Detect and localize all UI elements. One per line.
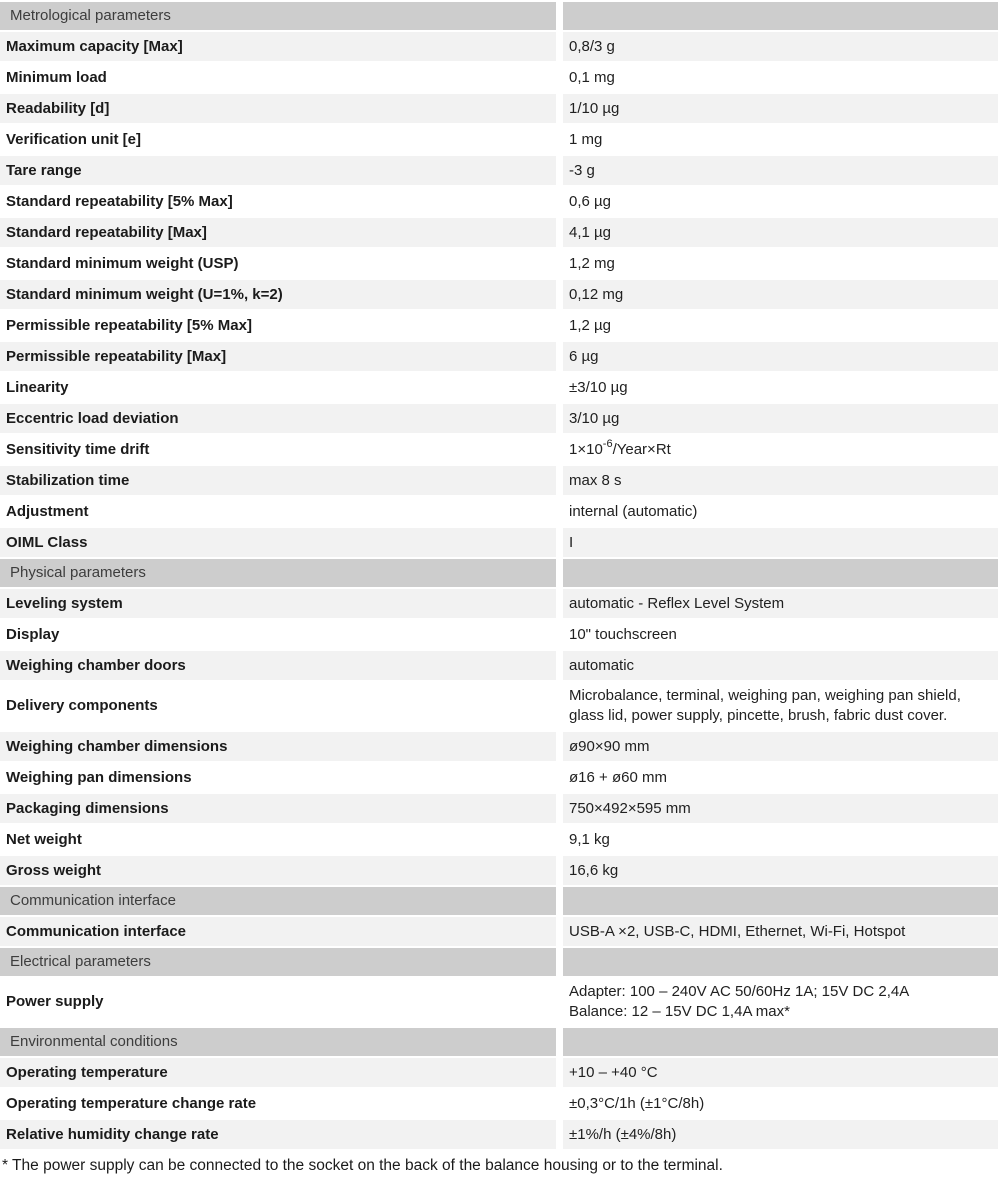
section-title: Environmental conditions: [0, 1028, 556, 1056]
row-value-text: 1,2 µg: [569, 316, 612, 334]
table-row: [0, 94, 998, 123]
section-header: [0, 559, 998, 587]
row-value-text: 3/10 µg: [569, 409, 620, 427]
section-header: [0, 2, 998, 30]
row-label: Net weight: [0, 825, 556, 854]
row-value-text: 0,1 mg: [569, 68, 615, 86]
table-row: [0, 1089, 998, 1118]
row-value: [563, 466, 998, 495]
row-label: Standard minimum weight (U=1%, k=2): [0, 280, 556, 309]
row-value: [563, 32, 998, 61]
row-label: Verification unit [e]: [0, 125, 556, 154]
row-value: [563, 63, 998, 92]
row-value: [563, 373, 998, 402]
row-value: [563, 280, 998, 309]
table-row: [0, 125, 998, 154]
row-label: Adjustment: [0, 497, 556, 526]
row-value: [563, 1058, 998, 1087]
row-value: [563, 497, 998, 526]
section-header-spacer: [563, 948, 998, 976]
row-label: Permissible repeatability [Max]: [0, 342, 556, 371]
row-value: [563, 651, 998, 680]
row-label: Eccentric load deviation: [0, 404, 556, 433]
row-value-text: 1 mg: [569, 130, 603, 148]
row-value-text: 0,12 mg: [569, 285, 624, 303]
table-row: [0, 373, 998, 402]
row-label: Tare range: [0, 156, 556, 185]
row-value: [563, 311, 998, 340]
row-value-text: $1\times 10^{-6}/Year\times Rt$: [569, 437, 671, 458]
table-row: [0, 1120, 998, 1149]
row-label: Communication interface: [0, 917, 556, 946]
table-row: [0, 856, 998, 885]
row-label: Standard minimum weight (USP): [0, 249, 556, 278]
table-row: [0, 342, 998, 371]
row-value-text: +10 – +40 °C: [569, 1063, 658, 1081]
section-header: [0, 1028, 998, 1056]
row-value-text: 0,8/3 g: [569, 37, 615, 55]
row-value-text: I: [569, 533, 574, 551]
table-row: [0, 218, 998, 247]
row-value: [563, 794, 998, 823]
table-row: [0, 763, 998, 792]
row-value-text: automatic: [569, 656, 635, 674]
row-label: Operating temperature change rate: [0, 1089, 556, 1118]
row-value-text: 6 µg: [569, 347, 599, 365]
row-value-text: ±1%/h (±4%/8h): [569, 1125, 677, 1143]
row-value: [563, 435, 998, 464]
row-value-text: internal (automatic): [569, 502, 698, 520]
row-value: [563, 825, 998, 854]
footnote: * The power supply can be connected to the socket on the back of the balance housing or to the terminal.: [2, 1157, 723, 1174]
table-row: [0, 732, 998, 761]
row-label: Power supply: [0, 978, 556, 1026]
row-value-text: ±0,3°C/1h (±1°C/8h): [569, 1094, 705, 1112]
table-row: [0, 280, 998, 309]
table-row: [0, 589, 998, 618]
row-label: Readability [d]: [0, 94, 556, 123]
section-title: Metrological parameters: [0, 2, 556, 30]
row-value: [563, 978, 998, 1026]
row-label: Linearity: [0, 373, 556, 402]
section-header-spacer: [563, 559, 998, 587]
row-value-text: ø90×90 mm: [569, 737, 650, 755]
table-row: [0, 187, 998, 216]
row-value: [563, 342, 998, 371]
row-value-text: max 8 s: [569, 471, 622, 489]
table-row: [0, 978, 998, 1026]
section-header: [0, 887, 998, 915]
row-value: [563, 249, 998, 278]
table-row: [0, 620, 998, 649]
row-value-text: automatic - Reflex Level System: [569, 594, 785, 612]
row-label: Standard repeatability [Max]: [0, 218, 556, 247]
row-value: [563, 528, 998, 557]
row-label: Weighing chamber doors: [0, 651, 556, 680]
row-value-text: 16,6 kg: [569, 861, 619, 879]
section-header-spacer: [563, 2, 998, 30]
row-value-text: Microbalance, terminal, weighing pan, weighing pan shield, glass lid, power supply, pincette, brush, fabric dust cover.: [569, 687, 961, 724]
table-row: [0, 1058, 998, 1087]
table-row: [0, 651, 998, 680]
row-value: [563, 1089, 998, 1118]
table-row: [0, 825, 998, 854]
row-label: Standard repeatability [5% Max]: [0, 187, 556, 216]
row-value-text: -3 g: [569, 161, 595, 179]
row-label: OIML Class: [0, 528, 556, 557]
table-row: [0, 249, 998, 278]
row-value: [563, 187, 998, 216]
row-label: Display: [0, 620, 556, 649]
row-value: [563, 732, 998, 761]
row-value-text: 9,1 kg: [569, 830, 610, 848]
section-title: Physical parameters: [0, 559, 556, 587]
row-label: Delivery components: [0, 682, 556, 730]
table-row: [0, 156, 998, 185]
row-value: [563, 94, 998, 123]
row-value-text: ±3/10 µg: [569, 378, 628, 396]
table-row: [0, 917, 998, 946]
table-row: [0, 466, 998, 495]
row-value-text: 1,2 mg: [569, 254, 615, 272]
table-row: [0, 528, 998, 557]
table-row: [0, 32, 998, 61]
row-value: [563, 125, 998, 154]
row-label: Stabilization time: [0, 466, 556, 495]
section-title: Electrical parameters: [0, 948, 556, 976]
row-label: Minimum load: [0, 63, 556, 92]
row-value-text: 1/10 µg: [569, 99, 620, 117]
row-label: Operating temperature: [0, 1058, 556, 1087]
table-row: [0, 794, 998, 823]
row-label: Maximum capacity [Max]: [0, 32, 556, 61]
row-value: [563, 763, 998, 792]
table-row: [0, 63, 998, 92]
row-label: Weighing chamber dimensions: [0, 732, 556, 761]
section-header: [0, 948, 998, 976]
section-title: Communication interface: [0, 887, 556, 915]
row-value-text: Adapter: 100 – 240V AC 50/60Hz 1A; 15V DC 2,4A Balance: 12 – 15V DC 1,4A max*: [569, 983, 910, 1020]
row-value: [563, 682, 998, 730]
row-label: Sensitivity time drift: [0, 435, 556, 464]
row-value: [563, 589, 998, 618]
row-value-text: 0,6 µg: [569, 192, 612, 210]
table-row: [0, 404, 998, 433]
row-value-text: ø16 + ø60 mm: [569, 768, 667, 786]
row-value: [563, 856, 998, 885]
row-value-text: 4,1 µg: [569, 223, 612, 241]
row-value: [563, 1120, 998, 1149]
row-value: [563, 156, 998, 185]
table-row: [0, 311, 998, 340]
row-label: Permissible repeatability [5% Max]: [0, 311, 556, 340]
row-label: Packaging dimensions: [0, 794, 556, 823]
row-label: Relative humidity change rate: [0, 1120, 556, 1149]
row-label: Leveling system: [0, 589, 556, 618]
row-value: [563, 218, 998, 247]
table-row: [0, 682, 998, 730]
row-value: [563, 404, 998, 433]
row-value-text: 10" touchscreen: [569, 625, 677, 643]
section-header-spacer: [563, 1028, 998, 1056]
row-label: Weighing pan dimensions: [0, 763, 556, 792]
row-value-text: USB-A ×2, USB-C, HDMI, Ethernet, Wi-Fi, Hotspot: [569, 922, 906, 940]
row-label: Gross weight: [0, 856, 556, 885]
section-header-spacer: [563, 887, 998, 915]
row-value-text: 750×492×595 mm: [569, 799, 691, 817]
table-row: [0, 435, 998, 464]
row-value: [563, 917, 998, 946]
table-row: [0, 497, 998, 526]
row-value: [563, 620, 998, 649]
